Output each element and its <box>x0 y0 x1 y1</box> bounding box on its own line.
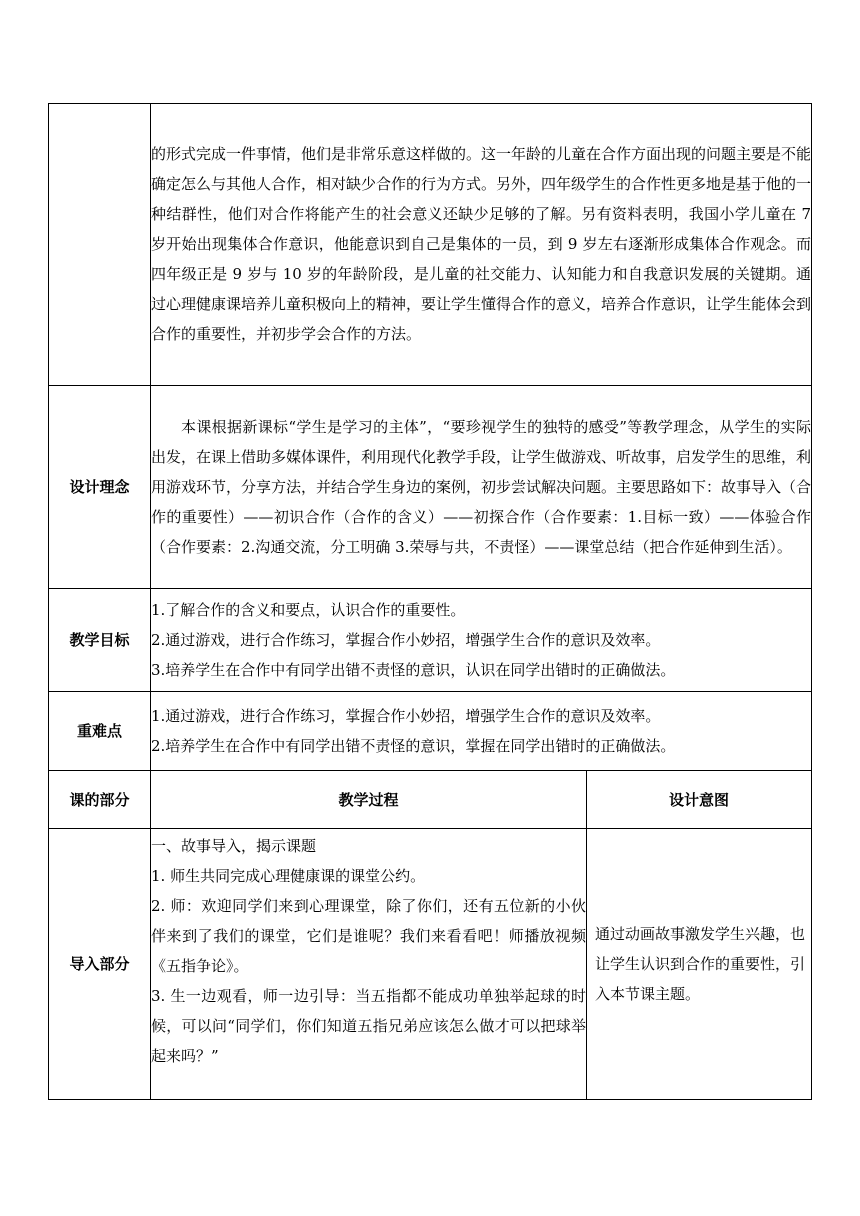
design-row <box>49 386 812 589</box>
key-points-content-cell <box>151 692 812 771</box>
header-row <box>49 771 812 829</box>
lesson-plan-table <box>48 103 812 1100</box>
goals-row <box>49 589 812 692</box>
key-point-item: 2.培养学生在合作中有同学出错不责怪的意识，掌握在同学出错时的正确做法。 <box>151 737 676 755</box>
analysis-content-cell <box>151 104 812 386</box>
design-text: 本课根据新课标“学生是学习的主体”，“要珍视学生的独特的感受”等教学理念，从学生的实际出发，在课上借助多媒体课件，利用现代化教学手段，让学生做游戏、听故事，启发学生的思维，利用游戏环节，分享方法，并结合学生身边的案例，初步尝试解决问题。主要思路如下：故事导入（合作的重要性）——初识合作（合作的含义）——初探合作（合作要素：1.目标一致）——体验合作（合作要素：2.沟通交流，分工明确 3.荣辱与共，不责怪）——课堂总结（把合作延伸到生活）。 <box>151 418 812 556</box>
header-intent: 设计意图 <box>587 771 812 829</box>
analysis-label-cell <box>49 104 151 386</box>
goals-label: 教学目标 <box>49 589 151 692</box>
intro-label: 导入部分 <box>49 829 151 1100</box>
key-points-row <box>49 692 812 771</box>
analysis-row <box>49 104 812 386</box>
intro-intent-cell <box>587 829 812 1100</box>
intro-process-item: 3. 生一边观看，师一边引导：当五指都不能成功单独举起球的时候，可以问“同学们，你们知道五指兄弟应该怎么做才可以把球举起来吗？” <box>151 987 586 1065</box>
intro-process-item: 1. 师生共同完成心理健康课的课堂公约。 <box>151 867 426 885</box>
goal-item: 3.培养学生在合作中有同学出错不责怪的意识，认识在同学出错时的正确做法。 <box>151 661 676 679</box>
header-part: 课的部分 <box>49 771 151 829</box>
intro-process-item: 2. 师：欢迎同学们来到心理课堂，除了你们，还有五位新的小伙伴来到了我们的课堂，它们是谁呢？我们来看看吧！师播放视频《五指争论》。 <box>151 897 586 975</box>
header-process: 教学过程 <box>151 771 587 829</box>
analysis-text: 的形式完成一件事情，他们是非常乐意这样做的。这一年龄的儿童在合作方面出现的问题主要是不能确定怎么与其他人合作，相对缺少合作的行为方式。另外，四年级学生的合作性更多地是基于他的一种结群性，他们对合作将能产生的社会意义还缺少足够的了解。另有资料表明，我国小学儿童在 7 岁开始出现集体合作意识，他能意识到自己是集体的一员，到 9 岁左右逐渐形成集体合作观念。而四年级正是 9 岁与 10 岁的年龄阶段，是儿童的社交能力、认知能力和自我意识发展的关键期。通过心理健康课培养儿童积极向上的精神，要让学生懂得合作的意义，培养合作意识，让学生能体会到合作的重要性，并初步学会合作的方法。 <box>151 144 812 343</box>
intro-intent-text: 通过动画故事激发学生兴趣，也让学生认识到合作的重要性，引入本节课主题。 <box>595 925 806 1003</box>
design-label: 设计理念 <box>49 386 151 589</box>
intro-process-item: 一、故事导入，揭示课题 <box>151 837 317 855</box>
key-points-label: 重难点 <box>49 692 151 771</box>
intro-row <box>49 829 812 1100</box>
goals-content-cell <box>151 589 812 692</box>
goal-item: 2.通过游戏，进行合作练习，掌握合作小妙招，增强学生合作的意识及效率。 <box>151 631 661 649</box>
key-point-item: 1.通过游戏，进行合作练习，掌握合作小妙招，增强学生合作的意识及效率。 <box>151 707 661 725</box>
design-content-cell <box>151 386 812 589</box>
intro-process-cell <box>151 829 587 1100</box>
goal-item: 1.了解合作的含义和要点，认识合作的重要性。 <box>151 601 466 619</box>
